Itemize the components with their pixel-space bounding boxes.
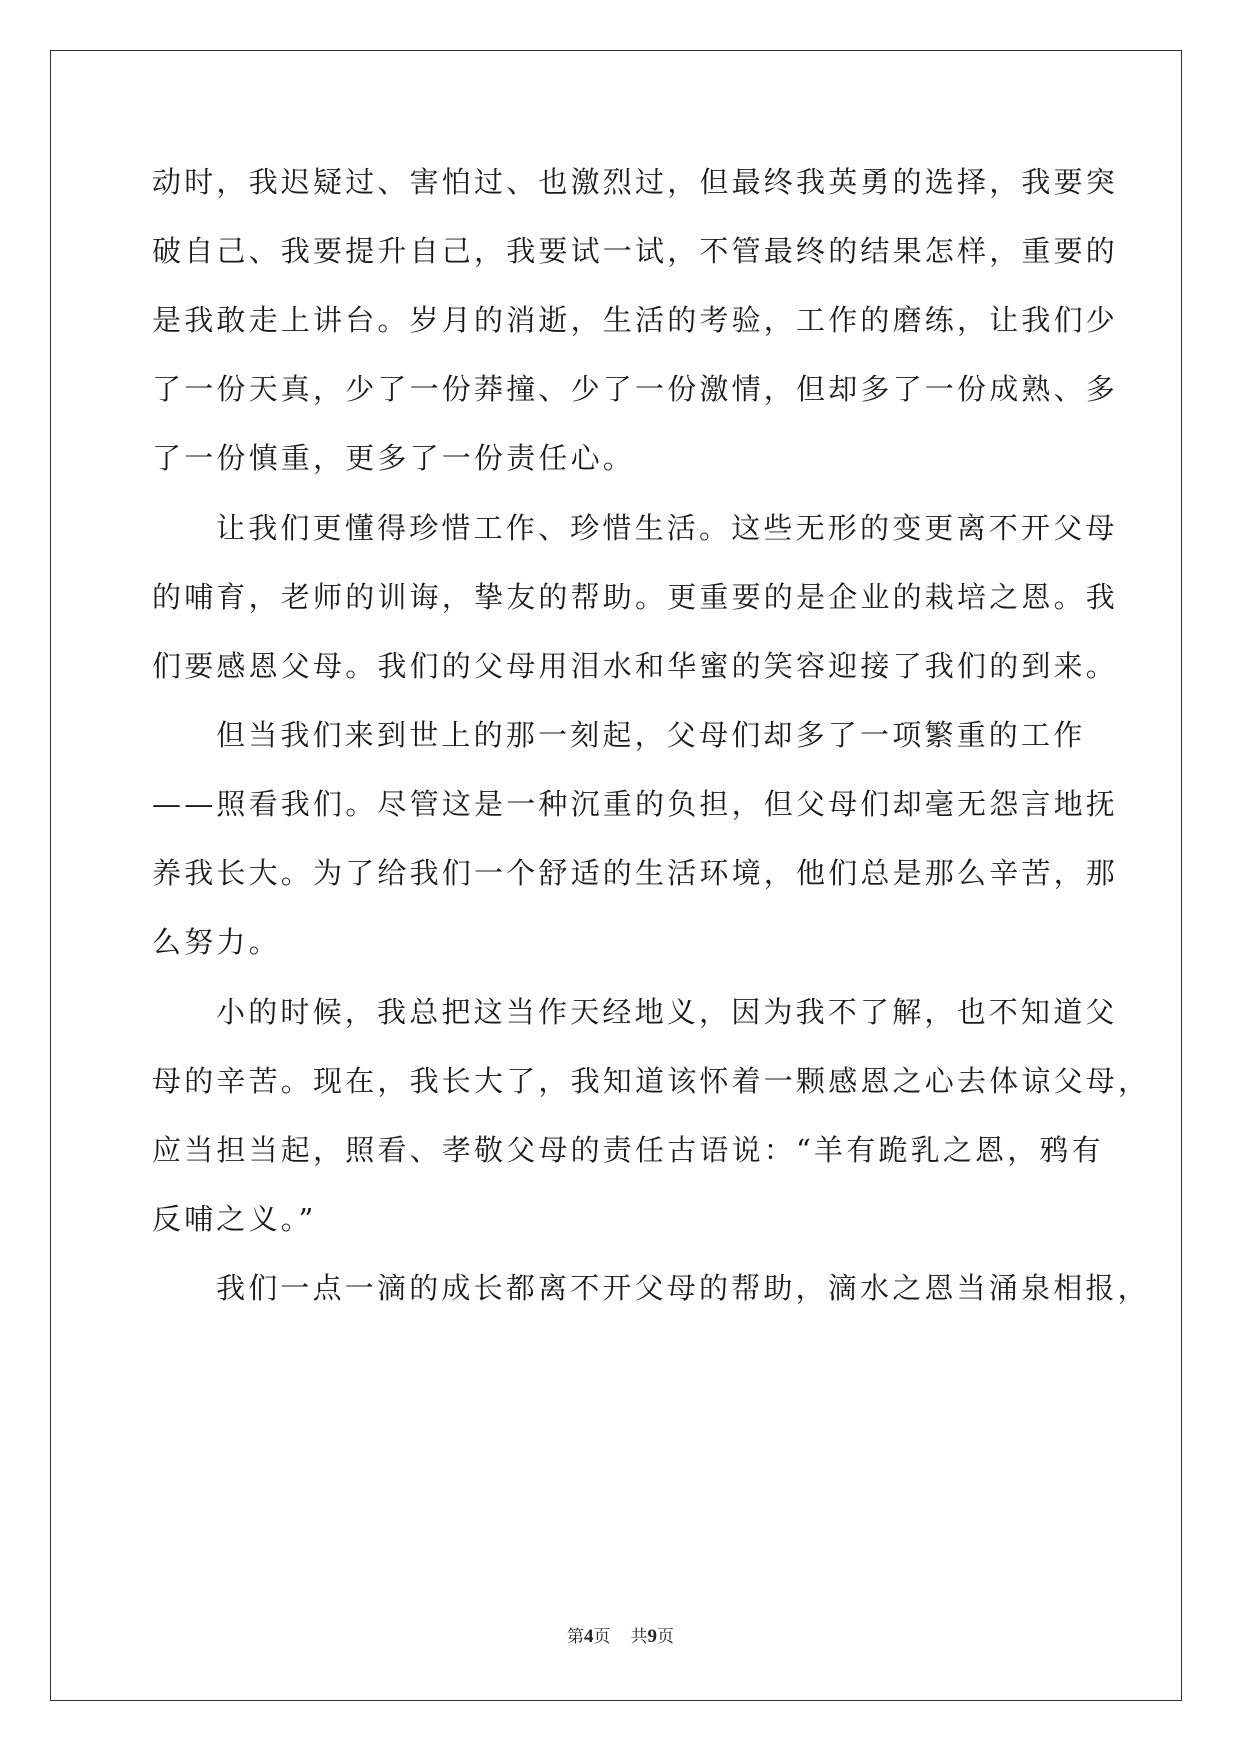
text-line: 们要感恩父母。我们的父母用泪水和华蜜的笑容迎接了我们的到来。 bbox=[152, 649, 1119, 683]
text-line: 母的辛苦。现在，我长大了，我知道该怀着一颗感恩之心去体谅父母， bbox=[152, 1064, 1151, 1098]
total-pages: 9 bbox=[647, 1626, 657, 1647]
text-line: 反哺之义。” bbox=[152, 1202, 317, 1236]
text-line: 么努力。 bbox=[152, 925, 281, 959]
text-line: 破自己、我要提升自己，我要试一试，不管最终的结果怎样，重要的 bbox=[152, 234, 1119, 268]
text-line: 养我长大。为了给我们一个舒适的生活环境，他们总是那么辛苦，那 bbox=[152, 856, 1119, 890]
page-number: 4 bbox=[584, 1626, 594, 1647]
text-line: 动时，我迟疑过、害怕过、也激烈过，但最终我英勇的选择，我要突 bbox=[152, 165, 1119, 199]
text-line: 了一份慎重，更多了一份责任心。 bbox=[152, 441, 636, 475]
text-line: ——照看我们。尽管这是一种沉重的负担，但父母们却毫无怨言地抚 bbox=[152, 787, 1119, 821]
text-line: 的哺育，老师的训诲，挚友的帮助。更重要的是企业的栽培之恩。我 bbox=[152, 580, 1119, 614]
text-line: 小的时候，我总把这当作天经地义，因为我不了解，也不知道父 bbox=[216, 995, 1118, 1029]
text-line: 是我敢走上讲台。岁月的消逝，生活的考验，工作的磨练，让我们少 bbox=[152, 303, 1119, 337]
text-line: 应当担当起，照看、孝敬父母的责任古语说：“羊有跪乳之恩，鸦有 bbox=[152, 1133, 1104, 1167]
text-line: 让我们更懂得珍惜工作、珍惜生活。这些无形的变更离不开父母 bbox=[216, 511, 1118, 545]
total-prefix: 共 bbox=[630, 1627, 648, 1647]
text-line: 但当我们来到世上的那一刻起，父母们却多了一项繁重的工作 bbox=[216, 718, 1086, 752]
page-suffix: 页 bbox=[593, 1627, 611, 1647]
text-line: 了一份天真，少了一份莽撞、少了一份激情，但却多了一份成熟、多 bbox=[152, 372, 1119, 406]
page-prefix: 第 bbox=[567, 1627, 584, 1647]
total-suffix: 页 bbox=[657, 1627, 674, 1647]
page-footer bbox=[0, 1626, 1241, 1648]
text-line: 我们一点一滴的成长都离不开父母的帮助，滴水之恩当涌泉相报， bbox=[216, 1271, 1150, 1305]
